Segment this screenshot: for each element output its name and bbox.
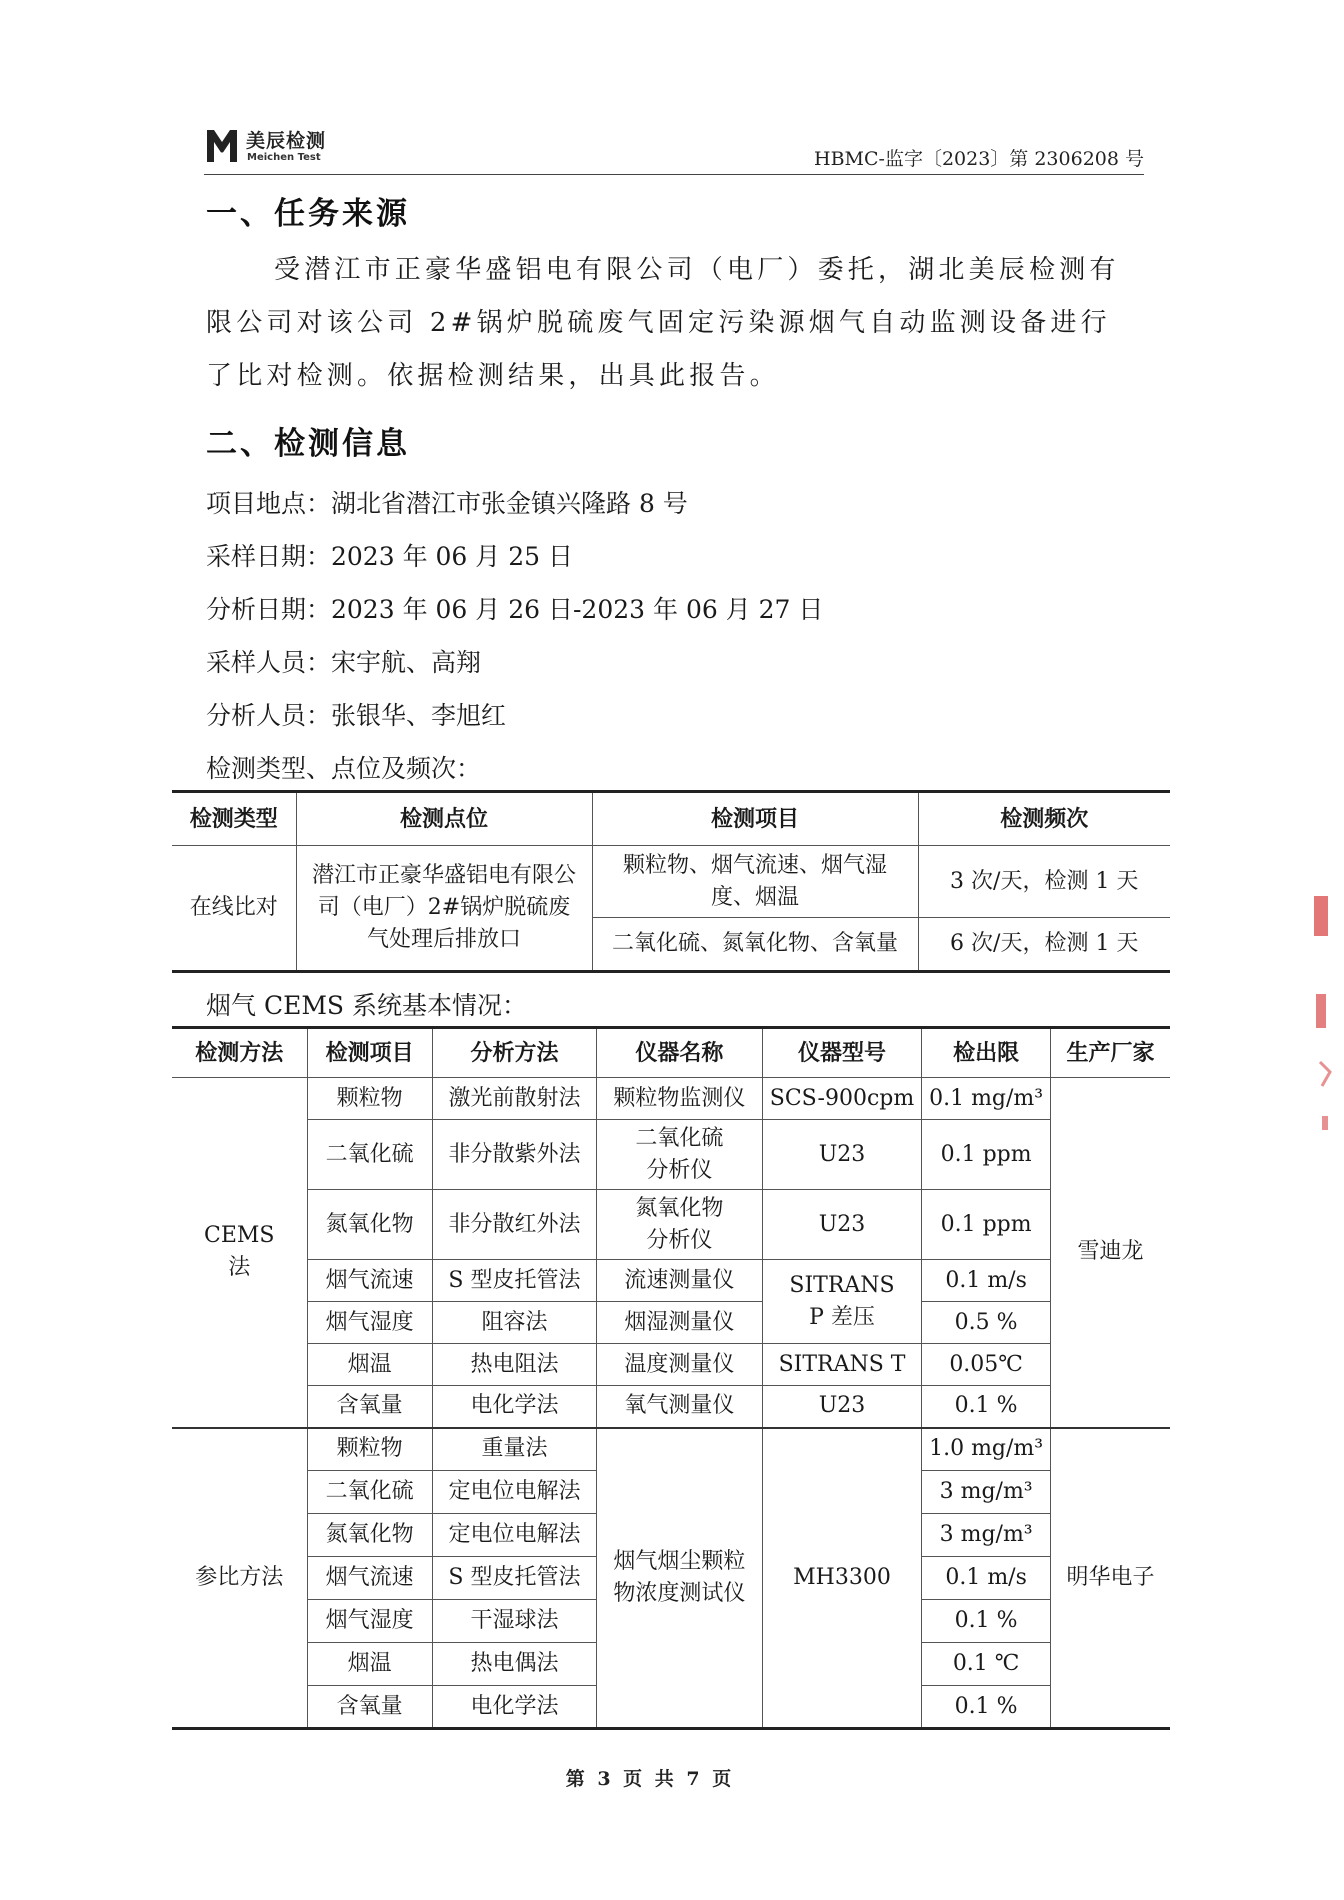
section1-paragraph: 受潜江市正豪华盛铝电有限公司（电厂）委托，湖北美辰检测有限公司对该公司 2#锅炉脱硫废气固定污染源烟气自动监测设备进行了比对检测。依据检测结果，出具此报告。 (206, 255, 1120, 391)
t2-item-cell: 含氧量 (307, 1686, 432, 1729)
t2-header-model: 仪器型号 (762, 1028, 922, 1078)
t2-limit-cell: 0.1 % (922, 1600, 1051, 1643)
t1-frequency-cell: 3 次/天，检测 1 天 (918, 846, 1170, 918)
info-samplers: 采样人员：宋宇航、高翔 (206, 648, 482, 677)
logo-en-text: Meichen Test (247, 152, 321, 163)
t2-ref-maker-cell: 明华电子 (1050, 1428, 1170, 1729)
t2-item-cell: 二氧化硫 (307, 1471, 432, 1514)
t2-header-limit: 检出限 (922, 1028, 1051, 1078)
t2-item-cell: 烟温 (307, 1344, 432, 1386)
t2-model-cell: U23 (762, 1190, 922, 1260)
t2-limit-cell: 0.1 % (922, 1386, 1051, 1428)
t2-model-cell: SCS-900cpm (762, 1078, 922, 1120)
cems-caption: 烟气 CEMS 系统基本情况： (206, 991, 527, 1020)
detection-type-table (172, 790, 1170, 973)
t2-limit-cell: 0.1 ppm (922, 1190, 1051, 1260)
t1-header-location: 检测点位 (296, 792, 592, 846)
report-number: HBMC-监字〔2023〕第 2306208 号 (814, 148, 1144, 170)
t2-model-cell: U23 (762, 1120, 922, 1190)
t2-header-analysis: 分析方法 (432, 1028, 596, 1078)
t2-item-cell: 烟气流速 (307, 1557, 432, 1600)
t2-item-cell: 烟气湿度 (307, 1302, 432, 1344)
t1-frequency-cell: 6 次/天，检测 1 天 (918, 918, 1170, 972)
t2-model-cell: U23 (762, 1386, 922, 1428)
t2-instrument-cell: 氮氧化物分析仪 (597, 1190, 763, 1260)
t1-header-type: 检测类型 (172, 792, 296, 846)
t2-limit-cell: 0.05℃ (922, 1344, 1051, 1386)
cems-system-table (172, 1026, 1170, 1730)
t2-limit-cell: 0.5 % (922, 1302, 1051, 1344)
t2-limit-cell: 0.1 m/s (922, 1557, 1051, 1600)
t2-analysis-cell: 电化学法 (432, 1386, 596, 1428)
t2-item-cell: 颗粒物 (307, 1078, 432, 1120)
t2-analysis-cell: 定电位电解法 (432, 1514, 596, 1557)
t2-analysis-cell: 非分散红外法 (432, 1190, 596, 1260)
page-footer: 第 3 页 共 7 页 (565, 1768, 735, 1790)
t2-analysis-cell: 干湿球法 (432, 1600, 596, 1643)
company-logo (204, 124, 334, 170)
t2-header-maker: 生产厂家 (1050, 1028, 1170, 1078)
t2-limit-cell: 1.0 mg/m³ (922, 1428, 1051, 1471)
seal-stamp-icon (1310, 890, 1344, 1150)
t2-item-cell: 氮氧化物 (307, 1514, 432, 1557)
t2-analysis-cell: S 型皮托管法 (432, 1260, 596, 1302)
t2-model-cell: SITRANS P 差压 (762, 1260, 922, 1344)
t2-limit-cell: 0.1 m/s (922, 1260, 1051, 1302)
logo-cn-text: 美辰检测 (246, 130, 327, 152)
info-analysis-date: 分析日期：2023 年 06 月 26 日-2023 年 06 月 27 日 (206, 595, 824, 624)
t2-instrument-cell: 颗粒物监测仪 (597, 1078, 763, 1120)
t2-item-cell: 氮氧化物 (307, 1190, 432, 1260)
t2-cems-method-cell: CEMS法 (172, 1078, 307, 1428)
t2-limit-cell: 0.1 mg/m³ (922, 1078, 1051, 1120)
t2-instrument-cell: 流速测量仪 (597, 1260, 763, 1302)
t2-analysis-cell: 非分散紫外法 (432, 1120, 596, 1190)
info-project-location: 项目地点：湖北省潜江市张金镇兴隆路 8 号 (206, 489, 688, 518)
t1-location-cell: 潜江市正豪华盛铝电有限公司（电厂）2#锅炉脱硫废气处理后排放口 (296, 846, 592, 972)
info-sampling-date: 采样日期：2023 年 06 月 25 日 (206, 542, 573, 571)
t2-analysis-cell: 阻容法 (432, 1302, 596, 1344)
meichen-logo-icon (204, 126, 240, 166)
t1-items-cell: 颗粒物、烟气流速、烟气湿度、烟温 (592, 846, 918, 918)
t1-items-cell: 二氧化硫、氮氧化物、含氧量 (592, 918, 918, 972)
t1-header-items: 检测项目 (592, 792, 918, 846)
t2-ref-method-cell: 参比方法 (172, 1428, 307, 1729)
t2-item-cell: 颗粒物 (307, 1428, 432, 1471)
t1-header-frequency: 检测频次 (918, 792, 1170, 846)
t2-instrument-cell: 二氧化硫分析仪 (597, 1120, 763, 1190)
t2-instrument-cell: 氧气测量仪 (597, 1386, 763, 1428)
t2-analysis-cell: 热电偶法 (432, 1643, 596, 1686)
t2-ref-model-cell: MH3300 (762, 1428, 922, 1729)
t2-analysis-cell: S 型皮托管法 (432, 1557, 596, 1600)
t2-instrument-cell: 烟湿测量仪 (597, 1302, 763, 1344)
t2-limit-cell: 3 mg/m³ (922, 1514, 1051, 1557)
t2-analysis-cell: 激光前散射法 (432, 1078, 596, 1120)
t2-analysis-cell: 重量法 (432, 1428, 596, 1471)
t2-item-cell: 烟气湿度 (307, 1600, 432, 1643)
t2-limit-cell: 0.1 ℃ (922, 1643, 1051, 1686)
t1-type-cell: 在线比对 (172, 846, 296, 972)
t2-limit-cell: 3 mg/m³ (922, 1471, 1051, 1514)
t2-model-cell: SITRANS T (762, 1344, 922, 1386)
info-analysts: 分析人员：张银华、李旭红 (206, 701, 507, 730)
t2-ref-instrument-cell: 烟气烟尘颗粒物浓度测试仪 (597, 1428, 763, 1729)
t2-item-cell: 烟温 (307, 1643, 432, 1686)
t2-analysis-cell: 定电位电解法 (432, 1471, 596, 1514)
info-table-caption: 检测类型、点位及频次： (206, 754, 482, 783)
t2-instrument-cell: 温度测量仪 (597, 1344, 763, 1386)
t2-cems-maker-cell: 雪迪龙 (1050, 1078, 1170, 1428)
t2-item-cell: 二氧化硫 (307, 1120, 432, 1190)
t2-item-cell: 烟气流速 (307, 1260, 432, 1302)
t2-header-method: 检测方法 (172, 1028, 307, 1078)
t2-item-cell: 含氧量 (307, 1386, 432, 1428)
t2-analysis-cell: 热电阻法 (432, 1344, 596, 1386)
t2-limit-cell: 0.1 ppm (922, 1120, 1051, 1190)
header-divider (204, 174, 1144, 175)
section1-title: 一、任务来源 (206, 196, 410, 232)
t2-header-item: 检测项目 (307, 1028, 432, 1078)
section2-title: 二、检测信息 (206, 426, 410, 462)
t2-limit-cell: 0.1 % (922, 1686, 1051, 1729)
t2-analysis-cell: 电化学法 (432, 1686, 596, 1729)
t2-header-instrument: 仪器名称 (597, 1028, 763, 1078)
